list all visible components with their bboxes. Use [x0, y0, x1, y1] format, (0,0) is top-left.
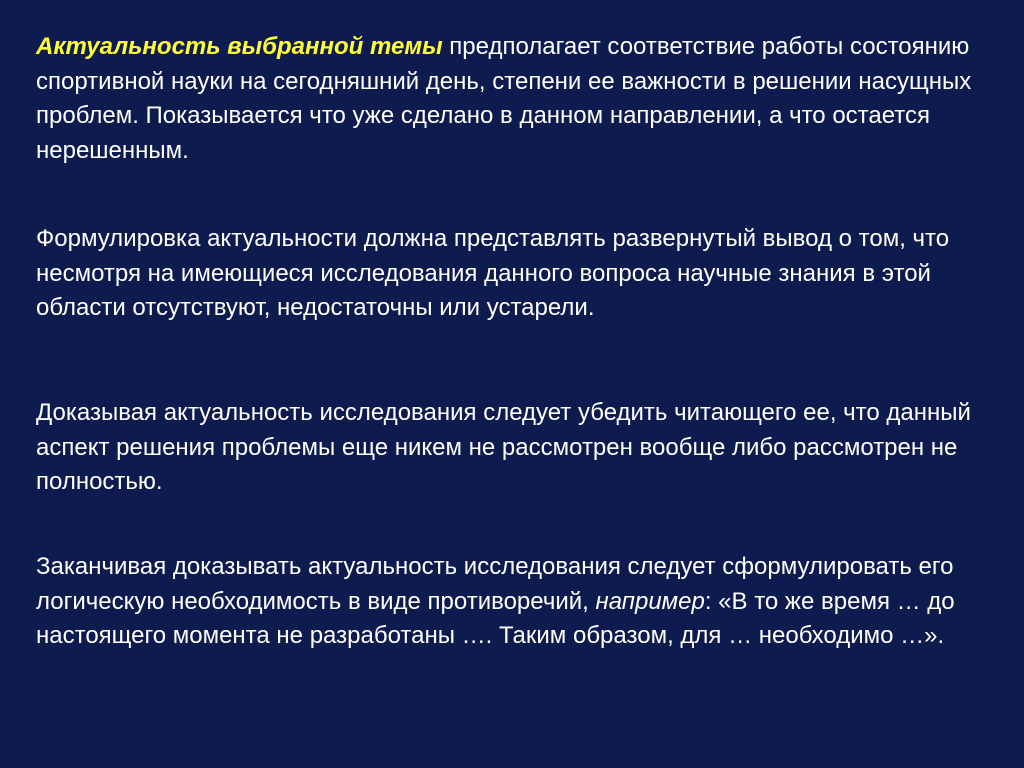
paragraph-relevance-proof	[36, 396, 976, 500]
paragraph-text: : «В то же время … до настоящего момента не разработаны …. Таким образом, для … необходимо …».	[36, 587, 955, 649]
paragraph-text: Формулировка актуальности должна представлять развернутый вывод о том, что несмотря на имеющиеся исследования данного вопроса научные знания в этой области отсутствуют, недостаточны или устарели.	[36, 225, 950, 321]
paragraph-text: Доказывая актуальность исследования следует убедить читающего ее, что данный аспект решения проблемы еще никем не рассмотрен вообще либо рассмотрен не полностью.	[36, 399, 971, 495]
highlighted-term: Актуальность выбранной темы	[36, 33, 443, 60]
paragraph-relevance-definition	[36, 30, 976, 168]
emphasis-text: например	[595, 587, 705, 615]
paragraph-text: Заканчивая доказывать актуальность исследования следует сформулировать его логическую необходимость в виде противоречий,	[36, 553, 954, 615]
paragraph-text: предполагает соответствие работы состоянию спортивной науки на сегодняшний день, степени ее важности в решении насущных проблем. Показывается что уже сделано в данном направлении, а что остается нерешенным.	[36, 33, 972, 164]
paragraph-relevance-conclusion	[36, 550, 976, 654]
paragraph-relevance-formulation	[36, 222, 976, 326]
